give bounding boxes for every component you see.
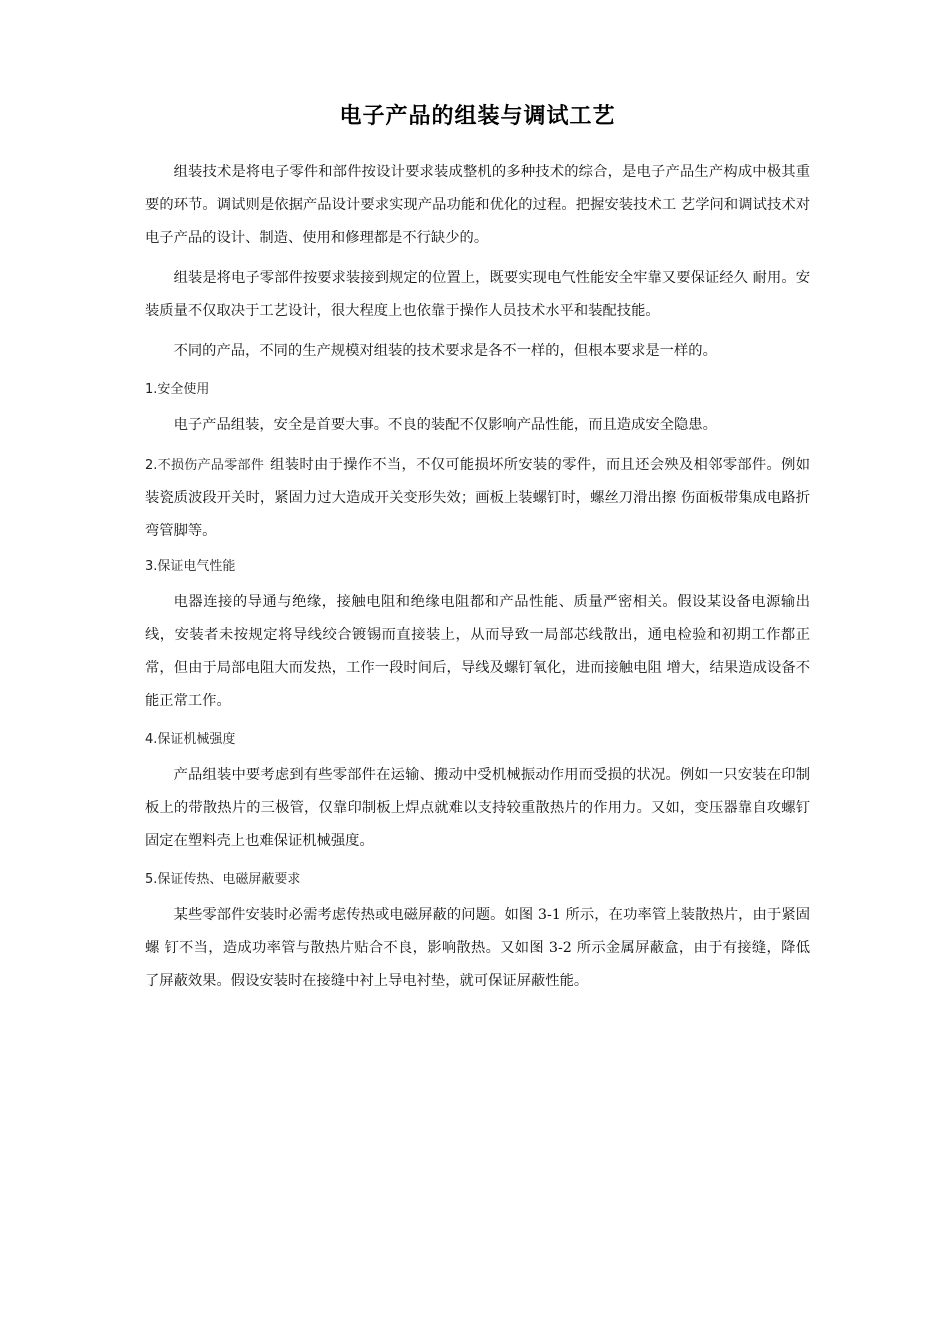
section-components <box>145 449 810 548</box>
section-heading-components: 2.不损伤产品零部件 <box>145 458 265 473</box>
intro-paragraph-2: 组装是将电子零部件按要求装接到规定的位置上，既要实现电气性能安全牢靠又要保证经久 耐用。安装质量不仅取决于工艺设计，很大程度上也依靠于操作人员技术水平和装配技能。 <box>145 270 810 319</box>
section-paragraph-components: 组装时由于操作不当，不仅可能损坏所安装的零件，而且还会殃及相邻零部件。例如装瓷质波段开关时，紧固力过大造成开关变形失效；画板上装螺钉时，螺丝刀滑出擦 伤面板带集成电路折弯管脚等。 <box>145 457 811 539</box>
section-heading-electrical: 3.保证电气性能 <box>145 559 236 574</box>
section-paragraph-electrical: 电器连接的导通与绝缘，接触电阻和绝缘电阻都和产品性能、质量严密相关。假设某设备电源输出线，安装者未按规定将导线绞合镀锡而直接装上，从而导致一局部芯线散出，通电检验和初期工作都正常，但由于局部电阻大而发热，工作一段时间后，导线及螺钉氧化，进而接触电阻 增大，结果造成设备不能正常工作。 <box>145 594 810 709</box>
section-heading-mechanical: 4.保证机械强度 <box>145 732 236 747</box>
section-paragraph-heat-shielding: 某些零部件安装时必需考虑传热或电磁屏蔽的问题。如图 3-1 所示，在功率管上装散热片，由于紧固螺 钉不当，造成功率管与散热片贴合不良，影响散热。又如图 3-2 所示金属屏蔽盒，由于有接缝，降低了屏蔽效果。假设安装时在接缝中衬上导电衬垫，就可保证屏蔽性能。 <box>145 907 810 989</box>
section-paragraph-safety: 电子产品组装，安全是首要大事。不良的装配不仅影响产品性能，而且造成安全隐患。 <box>173 417 717 433</box>
document-title: 电子产品的组装与调试工艺 <box>339 104 616 129</box>
section-heading-heat-shielding: 5.保证传热、电磁屏蔽要求 <box>145 872 301 887</box>
document-body <box>145 96 810 1005</box>
intro-paragraph-3: 不同的产品，不同的生产规模对组装的技术要求是各不一样的，但根本要求是一样的。 <box>173 343 717 359</box>
section-heading-safety: 1.安全使用 <box>145 382 210 397</box>
section-paragraph-mechanical: 产品组装中要考虑到有些零部件在运输、搬动中受机械振动作用而受损的状况。例如一只安装在印制板上的带散热片的三极管，仅靠印制板上焊点就难以支持较重散热片的作用力。又如，变压器靠自攻螺钉固定在塑料壳上也难保证机械强度。 <box>145 767 810 849</box>
intro-paragraph-1: 组装技术是将电子零件和部件按设计要求装成整机的多种技术的综合，是电子产品生产构成中极其重要的环节。调试则是依据产品设计要求实现产品功能和优化的过程。把握安装技术工 艺学问和调试技术对电子产品的设计、制造、使用和修理都是不行缺少的。 <box>145 164 810 246</box>
